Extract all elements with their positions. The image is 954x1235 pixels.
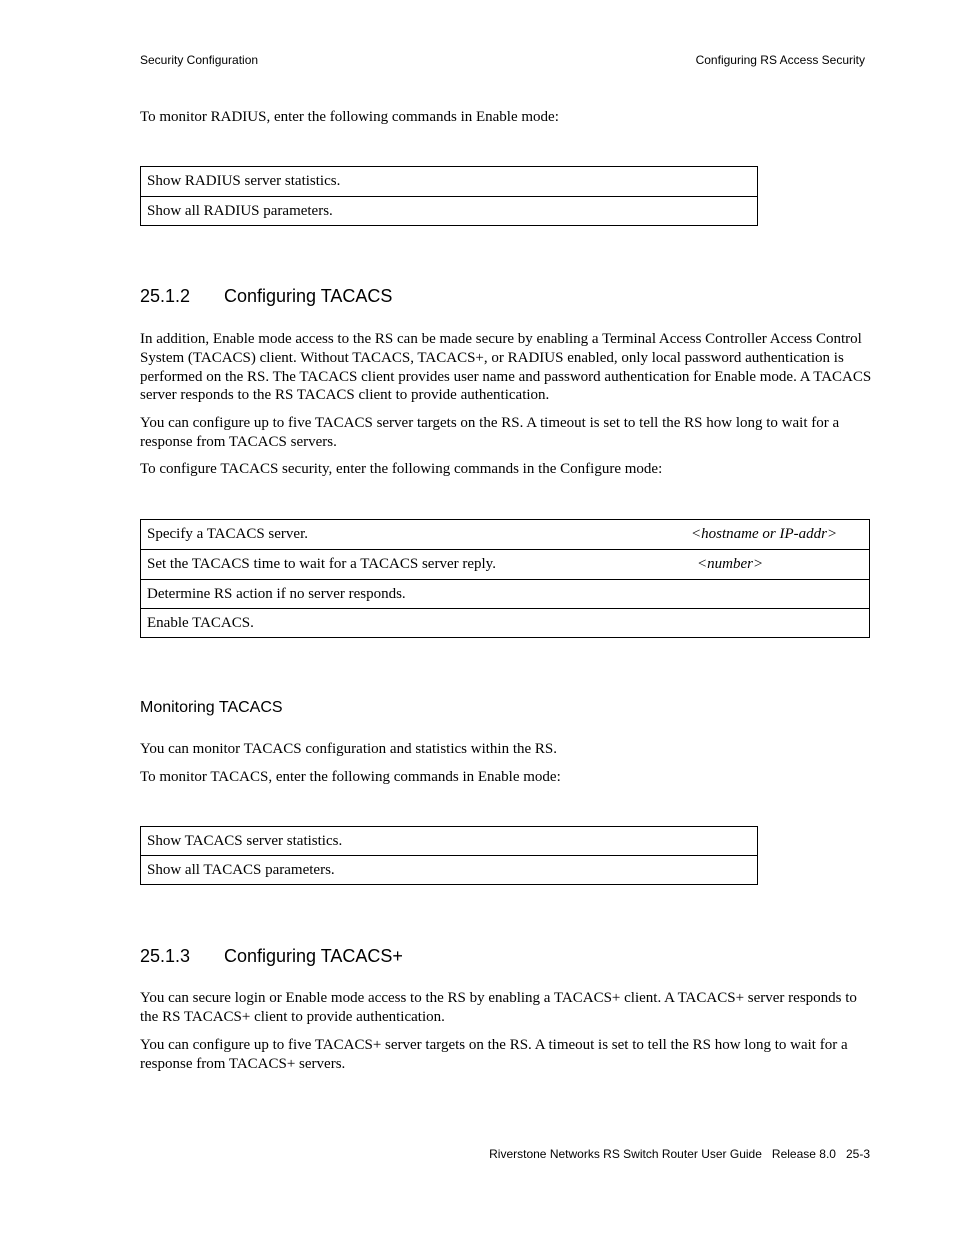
table-row: [141, 550, 870, 580]
section-number: 25.1.2: [140, 286, 191, 306]
tacacs-plus-paragraph-1: You can secure login or Enable mode access to the RS by enabling a TACACS+ client. A TACACS+ server responds to the RS TACACS+ client to provide authentication.: [140, 990, 857, 1025]
table-row: [141, 197, 758, 226]
table-row: [141, 827, 758, 856]
monitoring-tacacs-paragraph-1: You can monitor TACACS configuration and statistics within the RS.: [140, 741, 557, 757]
table-cell: Show all RADIUS parameters.: [141, 197, 758, 226]
table-cell-desc: Set the TACACS time to wait for a TACACS server reply.: [141, 550, 692, 580]
footer-page-number: 25-3: [845, 1147, 870, 1161]
table-cell: Show RADIUS server statistics.: [141, 167, 758, 197]
section-number: 25.1.3: [140, 946, 191, 966]
monitoring-tacacs-heading: Monitoring TACACS: [140, 699, 283, 716]
table-row: [141, 609, 870, 638]
table-cell-desc: Enable TACACS.: [141, 609, 692, 638]
table-cell-arg: <number>: [691, 550, 870, 580]
tacacs-config-table: [140, 519, 870, 638]
footer-release: Release 8.0: [771, 1147, 836, 1161]
tacacs-monitor-table: [140, 826, 758, 885]
table-cell-arg: <hostname or IP-addr>: [691, 520, 870, 550]
table-cell: Show all TACACS parameters.: [141, 856, 758, 885]
running-footer: [489, 1147, 870, 1161]
table-cell-arg: [691, 609, 870, 638]
section-title: Configuring TACACS+: [224, 946, 403, 966]
running-header-left: Security Configuration: [140, 53, 259, 67]
section-heading-25-1-3: [140, 946, 403, 967]
table-cell-desc: Determine RS action if no server responds.: [141, 580, 692, 609]
radius-monitor-intro: To monitor RADIUS, enter the following commands in Enable mode:: [140, 109, 559, 125]
table-row: [141, 856, 758, 885]
table-cell-arg: [691, 580, 870, 609]
table-cell-desc: Specify a TACACS server.: [141, 520, 692, 550]
table-row: [141, 167, 758, 197]
monitoring-tacacs-paragraph-2: To monitor TACACS, enter the following commands in Enable mode:: [140, 769, 561, 785]
section-heading-25-1-2: [140, 286, 392, 307]
tacacs-plus-paragraph-2: You can configure up to five TACACS+ server targets on the RS. A timeout is set to tell the RS how long to wait for a response from TACACS+ servers.: [140, 1037, 848, 1072]
tacacs-paragraph-3: To configure TACACS security, enter the following commands in the Configure mode:: [140, 461, 663, 477]
footer-title: Riverstone Networks RS Switch Router User Guide: [489, 1147, 762, 1161]
tacacs-paragraph-2: You can configure up to five TACACS server targets on the RS. A timeout is set to tell the RS how long to wait for a response from TACACS servers.: [140, 415, 840, 450]
running-header-right: Configuring RS Access Security: [695, 53, 865, 67]
table-row: [141, 580, 870, 609]
table-row: [141, 520, 870, 550]
radius-monitor-table: [140, 166, 758, 226]
tacacs-paragraph-1: In addition, Enable mode access to the RS can be made secure by enabling a Terminal Access Controller Access Control System (TACACS) client. Without TACACS, TACACS+, or RADIUS enabled, only local password authentication is performed on the RS. The TACACS client provides user name and password authentication for Enable mode. A TACACS server responds to the RS TACACS client to provide authentication.: [140, 331, 872, 404]
table-cell: Show TACACS server statistics.: [141, 827, 758, 856]
section-title: Configuring TACACS: [224, 286, 393, 306]
